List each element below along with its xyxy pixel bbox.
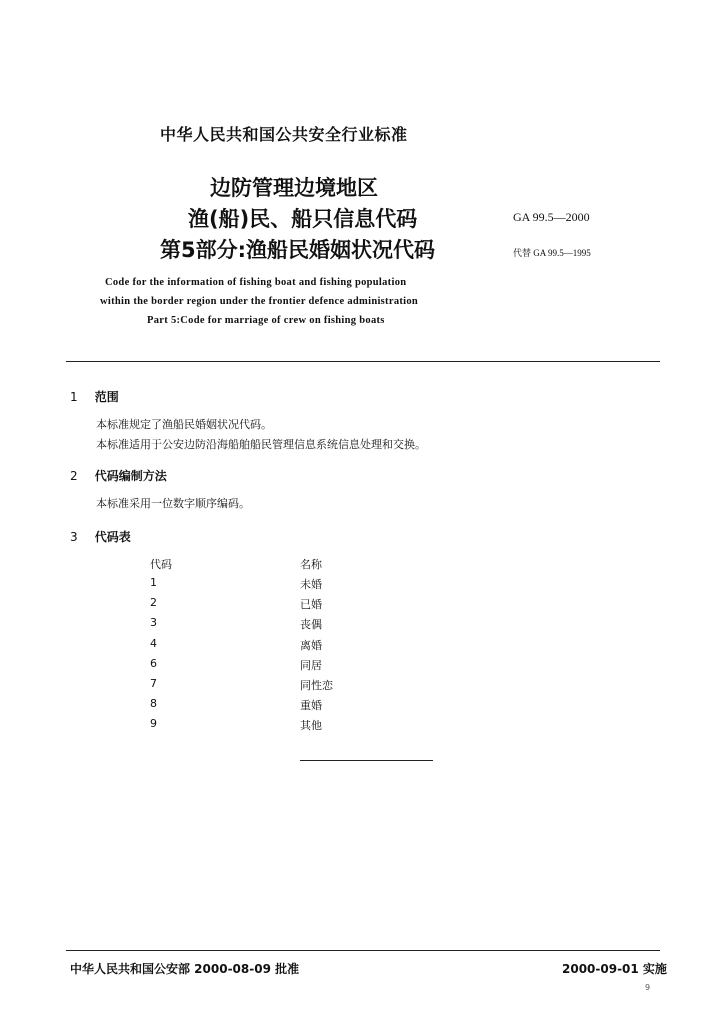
industry-standard-label: 中华人民共和国公共安全行业标准 [160,125,408,144]
footer-divider [66,950,660,951]
section-1-heading [70,386,119,405]
section-number: 1 [70,390,78,404]
table-cell-code: 1 [150,576,157,589]
table-cell-code: 3 [150,616,157,629]
table-cell-name: 已婚 [300,598,322,611]
document-title-line1: 边防管理边境地区 [210,176,378,200]
table-cell-name: 同居 [300,659,322,672]
section-1-paragraph-1: 本标准规定了渔船民婚姻状况代码。 [96,418,272,431]
table-cell-code: 6 [150,657,157,670]
table-cell-name: 同性恋 [300,679,333,692]
table-header-name: 名称 [300,558,322,571]
standard-code: GA 99.5—2000 [513,210,590,224]
english-title-line2: within the border region under the frontier defence administration [100,296,419,307]
table-cell-code: 2 [150,596,157,609]
english-title-line3: Part 5:Code for marriage of crew on fishing boats [147,315,385,326]
table-cell-code: 4 [150,637,157,650]
english-title-line1: Code for the information of fishing boat and fishing population [105,277,407,288]
table-cell-code: 7 [150,677,157,690]
section-title: 范围 [94,390,119,404]
section-2-paragraph-1: 本标准采用一位数字顺序编码。 [96,497,250,510]
table-header-code: 代码 [150,558,172,571]
table-cell-name: 丧偶 [300,618,322,631]
table-cell-code: 8 [150,697,157,710]
table-cell-name: 离婚 [300,639,322,652]
section-number: 3 [70,530,78,544]
implementation-date: 2000-09-01 实施 [562,962,667,976]
section-title: 代码表 [94,530,131,544]
section-number: 2 [70,469,78,483]
replaces-standard: 代替 GA 99.5—1995 [513,248,591,258]
table-cell-code: 9 [150,717,157,730]
header-divider [66,361,660,362]
end-of-text-rule [300,760,433,761]
approval-date: 中华人民共和国公安部 2000-08-09 批准 [70,962,300,976]
section-1-paragraph-2: 本标准适用于公安边防沿海船舶船民管理信息系统信息处理和交换。 [96,438,426,451]
section-3-heading [70,526,131,545]
section-title: 代码编制方法 [94,469,167,483]
page-number: 9 [645,983,651,992]
section-2-heading [70,465,167,484]
table-cell-name: 其他 [300,719,322,732]
document-title-line2: 渔(船)民、船只信息代码 [188,207,418,231]
table-cell-name: 未婚 [300,578,322,591]
document-title-line3: 第5部分:渔船民婚姻状况代码 [160,238,436,262]
table-cell-name: 重婚 [300,699,322,712]
